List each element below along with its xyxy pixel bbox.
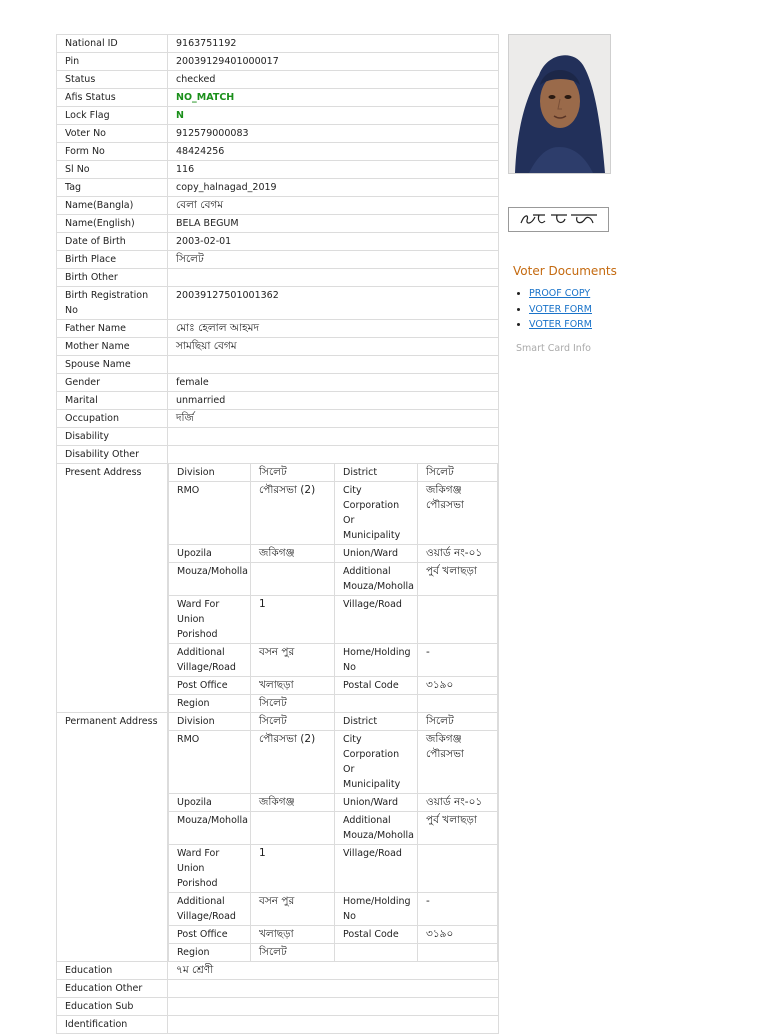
- field-row-education-sub: [57, 998, 499, 1016]
- address-value: বসন পুর: [251, 644, 335, 677]
- address-label: RMO: [169, 731, 251, 794]
- address-label: [335, 944, 418, 962]
- address-value: খলাছড়া: [251, 677, 335, 695]
- address-value: পুর্ব খলাছড়া: [418, 812, 498, 845]
- field-row-voter-no: [57, 125, 499, 143]
- field-row-lock-flag: [57, 107, 499, 125]
- address-value: -: [418, 893, 498, 926]
- field-label: Education Other: [57, 980, 168, 998]
- field-row-birth-registration-no: [57, 287, 499, 320]
- field-row-occupation: [57, 410, 499, 428]
- field-label: Date of Birth: [57, 233, 168, 251]
- present-address-cell: [168, 464, 499, 713]
- field-value: [168, 1016, 499, 1034]
- address-label: Home/Holding No: [335, 644, 418, 677]
- permanent-address-table: [168, 712, 498, 962]
- voter-record-table: [56, 34, 499, 1034]
- field-value: 2003-02-01: [168, 233, 499, 251]
- field-row-gender: [57, 374, 499, 392]
- field-value: unmarried: [168, 392, 499, 410]
- field-row-name-bangla: [57, 197, 499, 215]
- address-row: [169, 545, 498, 563]
- address-label: District: [335, 713, 418, 731]
- field-row-tag: [57, 179, 499, 197]
- present-address-row: [57, 464, 499, 713]
- voter-form-link[interactable]: VOTER FORM: [529, 303, 592, 315]
- field-value: [168, 428, 499, 446]
- voter-documents-list: [529, 286, 708, 333]
- address-label: Ward For Union Porishod: [169, 845, 251, 893]
- permanent-address-row: [57, 713, 499, 962]
- field-value: [168, 446, 499, 464]
- address-value: সিলেট: [418, 464, 498, 482]
- field-value: [168, 980, 499, 998]
- field-value: 20039127501001362: [168, 287, 499, 320]
- address-label: Upozila: [169, 794, 251, 812]
- address-label: Home/Holding No: [335, 893, 418, 926]
- field-label: Birth Other: [57, 269, 168, 287]
- address-value: জকিগঞ্জ: [251, 545, 335, 563]
- field-label: Afis Status: [57, 89, 168, 107]
- field-label: Disability: [57, 428, 168, 446]
- field-value: female: [168, 374, 499, 392]
- proof-copy-link[interactable]: PROOF COPY: [529, 288, 591, 299]
- field-row-sl-no: [57, 161, 499, 179]
- field-value: সামছিয়া বেগম: [168, 338, 499, 356]
- address-value: 1: [251, 596, 335, 644]
- address-row: [169, 731, 498, 794]
- address-value: সিলেট: [251, 944, 335, 962]
- field-value: ৭ম শ্রেণী: [168, 962, 499, 980]
- address-value: [251, 812, 335, 845]
- address-label: Division: [169, 464, 251, 482]
- field-row-form-no: [57, 143, 499, 161]
- field-label: Tag: [57, 179, 168, 197]
- field-label: Occupation: [57, 410, 168, 428]
- side-panel: [508, 34, 708, 354]
- address-label: Region: [169, 695, 251, 713]
- smart-card-info: Smart Card Info: [516, 342, 591, 354]
- address-value: বসন পুর: [251, 893, 335, 926]
- field-label: Name(English): [57, 215, 168, 233]
- field-label: Status: [57, 71, 168, 89]
- address-value: [418, 695, 498, 713]
- field-label: Present Address: [57, 464, 168, 713]
- field-value: বেলা বেগম: [168, 197, 499, 215]
- address-label: Union/Ward: [335, 545, 418, 563]
- document-item: [529, 286, 708, 302]
- field-label: Disability Other: [57, 446, 168, 464]
- address-label: Mouza/Moholla: [169, 812, 251, 845]
- address-row: [169, 893, 498, 926]
- address-row: [169, 596, 498, 644]
- field-row-pin: [57, 53, 499, 71]
- address-value: [251, 563, 335, 596]
- address-row: [169, 695, 498, 713]
- address-row: [169, 944, 498, 962]
- address-value: -: [418, 644, 498, 677]
- field-value: [168, 356, 499, 374]
- field-value: copy_halnagad_2019: [168, 179, 499, 197]
- address-value: 1: [251, 845, 335, 893]
- voter-form-link-2[interactable]: VOTER FORM: [529, 319, 592, 330]
- field-label: Spouse Name: [57, 356, 168, 374]
- address-row: [169, 845, 498, 893]
- voter-photo: [508, 34, 611, 174]
- address-label: Postal Code: [335, 926, 418, 944]
- address-label: [335, 695, 418, 713]
- address-value: জকিগঞ্জ: [251, 794, 335, 812]
- address-row: [169, 677, 498, 695]
- field-row-afis-status: [57, 89, 499, 107]
- field-label: Education: [57, 962, 168, 980]
- field-row-mother-name: [57, 338, 499, 356]
- address-value: ৩১৯০: [418, 926, 498, 944]
- field-value: দর্জি: [168, 410, 499, 428]
- field-value: 116: [168, 161, 499, 179]
- field-row-spouse-name: [57, 356, 499, 374]
- address-label: RMO: [169, 482, 251, 545]
- address-value: ওয়ার্ড নং-০১: [418, 794, 498, 812]
- voter-documents-heading: Voter Documents: [513, 264, 617, 278]
- address-row: [169, 926, 498, 944]
- field-value: মোঃ হেলাল আহমদ: [168, 320, 499, 338]
- address-label: Region: [169, 944, 251, 962]
- document-item: [529, 317, 708, 333]
- field-label: Pin: [57, 53, 168, 71]
- address-value: জকিগঞ্জ পৌরসভা: [418, 731, 498, 794]
- field-label: Voter No: [57, 125, 168, 143]
- address-label: Post Office: [169, 677, 251, 695]
- address-row: [169, 482, 498, 545]
- field-row-birth-place: [57, 251, 499, 269]
- address-label: City Corporation Or Municipality: [335, 482, 418, 545]
- field-row-disability-other: [57, 446, 499, 464]
- address-value: ওয়ার্ড নং-০১: [418, 545, 498, 563]
- field-label: Mother Name: [57, 338, 168, 356]
- field-value: 9163751192: [168, 35, 499, 53]
- address-value: সিলেট: [251, 695, 335, 713]
- field-label: Father Name: [57, 320, 168, 338]
- address-value: [418, 845, 498, 893]
- address-row: [169, 713, 498, 731]
- address-label: Union/Ward: [335, 794, 418, 812]
- address-label: District: [335, 464, 418, 482]
- address-label: Ward For Union Porishod: [169, 596, 251, 644]
- field-label: Sl No: [57, 161, 168, 179]
- present-address-table: [168, 463, 498, 713]
- address-label: Division: [169, 713, 251, 731]
- address-label: Additional Mouza/Moholla: [335, 563, 418, 596]
- field-label: Birth Place: [57, 251, 168, 269]
- address-row: [169, 812, 498, 845]
- field-row-father-name: [57, 320, 499, 338]
- field-label: National ID: [57, 35, 168, 53]
- field-value: সিলেট: [168, 251, 499, 269]
- address-row: [169, 794, 498, 812]
- field-row-education-other: [57, 980, 499, 998]
- signature-box: [508, 207, 609, 232]
- field-label: Identification: [57, 1016, 168, 1034]
- permanent-address-cell: [168, 713, 499, 962]
- address-value: জকিগঞ্জ পৌরসভা: [418, 482, 498, 545]
- field-label: Marital: [57, 392, 168, 410]
- address-label: Mouza/Moholla: [169, 563, 251, 596]
- address-value: পৌরসভা (2): [251, 482, 335, 545]
- address-row: [169, 644, 498, 677]
- address-value: সিলেট: [418, 713, 498, 731]
- field-value: [168, 998, 499, 1016]
- address-value: [418, 596, 498, 644]
- field-row-status: [57, 71, 499, 89]
- address-value: [418, 944, 498, 962]
- field-row-date-of-birth: [57, 233, 499, 251]
- address-label: Upozila: [169, 545, 251, 563]
- address-label: Additional Village/Road: [169, 893, 251, 926]
- field-label: Permanent Address: [57, 713, 168, 962]
- address-label: Additional Mouza/Moholla: [335, 812, 418, 845]
- field-label: Form No: [57, 143, 168, 161]
- address-label: City Corporation Or Municipality: [335, 731, 418, 794]
- field-value: 20039129401000017: [168, 53, 499, 71]
- address-value: সিলেট: [251, 713, 335, 731]
- field-value: 48424256: [168, 143, 499, 161]
- field-label: Birth Registration No: [57, 287, 168, 320]
- field-label: Gender: [57, 374, 168, 392]
- address-row: [169, 464, 498, 482]
- address-value: ৩১৯০: [418, 677, 498, 695]
- field-value: NO_MATCH: [168, 89, 499, 107]
- field-row-education: [57, 962, 499, 980]
- address-label: Post Office: [169, 926, 251, 944]
- field-row-national-id: [57, 35, 499, 53]
- field-value: 912579000083: [168, 125, 499, 143]
- field-value: BELA BEGUM: [168, 215, 499, 233]
- signature-image: [517, 211, 601, 229]
- field-label: Education Sub: [57, 998, 168, 1016]
- address-label: Postal Code: [335, 677, 418, 695]
- address-value: পুর্ব খলাছড়া: [418, 563, 498, 596]
- field-row-disability: [57, 428, 499, 446]
- field-value: [168, 269, 499, 287]
- field-row-name-english: [57, 215, 499, 233]
- address-label: Additional Village/Road: [169, 644, 251, 677]
- field-row-identification: [57, 1016, 499, 1034]
- address-value: খলাছড়া: [251, 926, 335, 944]
- document-item: [529, 302, 708, 318]
- field-label: Lock Flag: [57, 107, 168, 125]
- address-label: Village/Road: [335, 596, 418, 644]
- address-value: সিলেট: [251, 464, 335, 482]
- field-row-birth-other: [57, 269, 499, 287]
- field-value: checked: [168, 71, 499, 89]
- address-row: [169, 563, 498, 596]
- field-value: N: [168, 107, 499, 125]
- address-value: পৌরসভা (2): [251, 731, 335, 794]
- address-label: Village/Road: [335, 845, 418, 893]
- field-label: Name(Bangla): [57, 197, 168, 215]
- field-row-marital: [57, 392, 499, 410]
